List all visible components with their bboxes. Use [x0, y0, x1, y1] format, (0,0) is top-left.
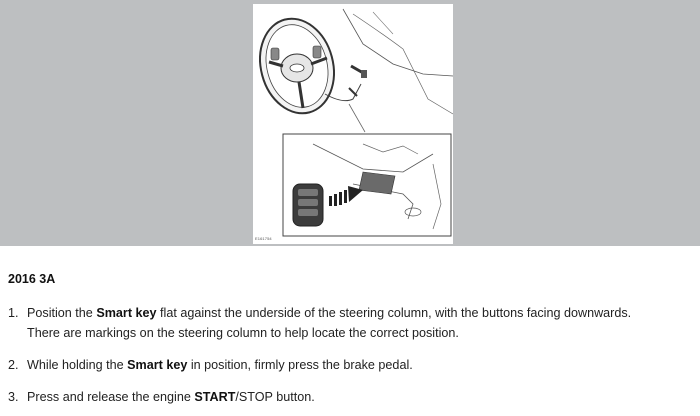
instruction-step [8, 303, 698, 343]
instruction-list [8, 303, 698, 416]
instruction-step [8, 387, 698, 407]
steering-column-illustration [253, 4, 453, 244]
step-number: 2. [8, 358, 19, 372]
step-number: 3. [8, 390, 19, 404]
smart-key-fob [293, 184, 323, 226]
step-number: 1. [8, 306, 19, 320]
step-text-bold: Smart key [127, 358, 188, 372]
smart-key-position-drawing [253, 4, 453, 244]
step-text-post: /STOP button. [235, 390, 315, 404]
step-text-post: flat against the underside of the steering column, with the buttons facing downwards. [156, 306, 632, 320]
section-heading: 2016 3A [8, 272, 56, 286]
step-text-line2: There are markings on the steering column to help locate the correct position. [27, 326, 459, 340]
step-text-pre: While holding the [27, 358, 128, 372]
step-text-bold: Smart key [96, 306, 157, 320]
instruction-step [8, 355, 698, 375]
step-text-pre: Position the [27, 306, 97, 320]
step-text-post: in position, firmly press the brake pedal. [187, 358, 413, 372]
step-text-bold: START [194, 390, 236, 404]
step-text-pre: Press and release the engine [27, 390, 195, 404]
key-marking-zone [359, 172, 395, 194]
figure-id-label: E161754 [255, 236, 272, 241]
